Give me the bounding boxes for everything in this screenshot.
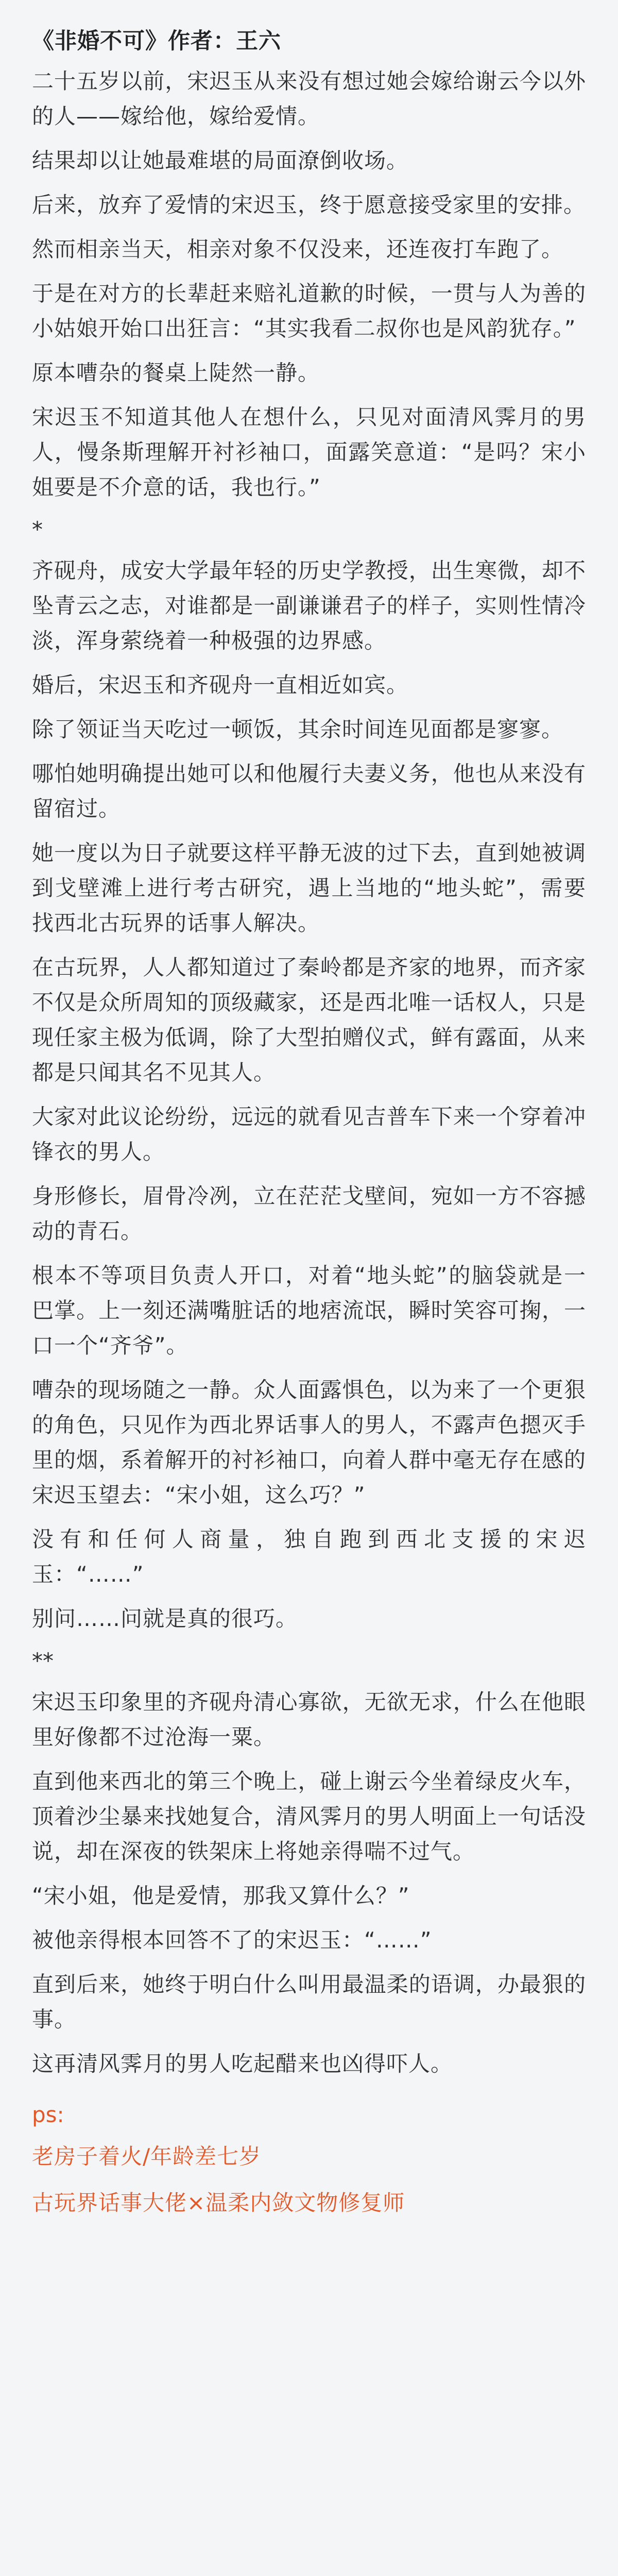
paragraph: 宋迟玉印象里的齐砚舟清心寡欲，无欲无求，什么在他眼里好像都不过沧海一粟。 [32,1689,586,1750]
paragraph: 于是在对方的长辈赶来赔礼道歉的时候，一贯与人为善的小姑娘开始口出狂言：“其实我看二叔你也是风韵犹存。” [32,281,586,341]
paragraph: 别问……问就是真的很巧。 [32,1606,298,1631]
paragraph: 这再清风霁月的男人吃起醋来也凶得吓人。 [32,2051,453,2076]
paragraph: 根本不等项目负责人开口，对着“地头蛇”的脑袋就是一巴掌。上一刻还满嘴脏话的地痞流氓，瞬时笑容可掬，一口一个“齐爷”。 [32,1263,586,1358]
paragraph: 身形修长，眉骨冷冽，立在茫茫戈壁间，宛如一方不容撼动的青石。 [32,1183,586,1244]
paragraph: “宋小姐，他是爱情，那我又算什么？” [32,1883,410,1908]
paragraph: 后来，放弃了爱情的宋迟玉，终于愿意接受家里的安排。 [32,192,586,217]
paragraph: 结果却以让她最难堪的局面潦倒收场。 [32,148,409,173]
ps-label: ps: [32,2102,64,2127]
section-separator: * [32,517,43,542]
ps-item: 古玩界话事大佬×温柔内敛文物修复师 [32,2190,405,2215]
paragraph: 哪怕她明确提出她可以和他履行夫妻义务，他也从来没有留宿过。 [32,761,586,821]
paragraph: 除了领证当天吃过一顿饭，其余时间连见面都是寥寥。 [32,717,564,742]
paragraph: 直到他来西北的第三个晚上，碰上谢云今坐着绿皮火车，顶着沙尘暴来找她复合，清风霁月的男人明面上一句话没说，却在深夜的铁架床上将她亲得喘不过气。 [32,1769,586,1864]
paragraph: 她一度以为日子就要这样平静无波的过下去，直到她被调到戈壁滩上进行考古研究，遇上当地的“地头蛇”，需要找西北古玩界的话事人解决。 [32,840,586,936]
paragraph: 婚后，宋迟玉和齐砚舟一直相近如宾。 [32,672,409,698]
paragraph: 然而相亲当天，相亲对象不仅没来，还连夜打车跑了。 [32,236,564,262]
paragraph: 被他亲得根本回答不了的宋迟玉：“……” [32,1927,432,1953]
paragraph: 宋迟玉不知道其他人在想什么，只见对面清风霁月的男人，慢条斯理解开衬衫袖口，面露笑意道：“是吗？宋小姐要是不介意的话，我也行。” [32,404,586,500]
article-body [32,64,586,2081]
section-separator: ** [32,1648,54,1673]
paragraph: 在古玩界，人人都知道过了秦岭都是齐家的地界，而齐家不仅是众所周知的顶级藏家，还是西北唯一话权人，只是现任家主极为低调，除了大型拍赠仪式，鲜有露面，从来都是只闻其名不见其人。 [32,955,586,1085]
paragraph: 嘈杂的现场随之一静。众人面露惧色，以为来了一个更狠的角色，只见作为西北界话事人的男人，不露声色摁灭手里的烟，系着解开的衬衫袖口，向着人群中毫无存在感的宋迟玉望去：“宋小姐，这么巧？” [32,1377,586,1507]
ps-list [32,2138,586,2222]
paragraph: 齐砚舟，成安大学最年轻的历史学教授，出生寒微，却不坠青云之志，对谁都是一副谦谦君子的样子，实则性情冷淡，浑身萦绕着一种极强的边界感。 [32,558,586,653]
ps-item: 老房子着火/年龄差七岁 [32,2144,262,2169]
paragraph: 大家对此议论纷纷，远远的就看见吉普车下来一个穿着冲锋衣的男人。 [32,1104,586,1164]
paragraph: 直到后来，她终于明白什么叫用最温柔的语调，办最狠的事。 [32,1972,586,2032]
paragraph: 没有和任何人商量，独自跑到西北支援的宋迟玉：“……” [32,1527,586,1587]
article-title: 《非婚不可》作者：王六 [32,28,281,54]
paragraph: 二十五岁以前，宋迟玉从来没有想过她会嫁给谢云今以外的人——嫁给他，嫁给爱情。 [32,69,586,129]
paragraph: 原本嘈杂的餐桌上陡然一静。 [32,360,320,385]
